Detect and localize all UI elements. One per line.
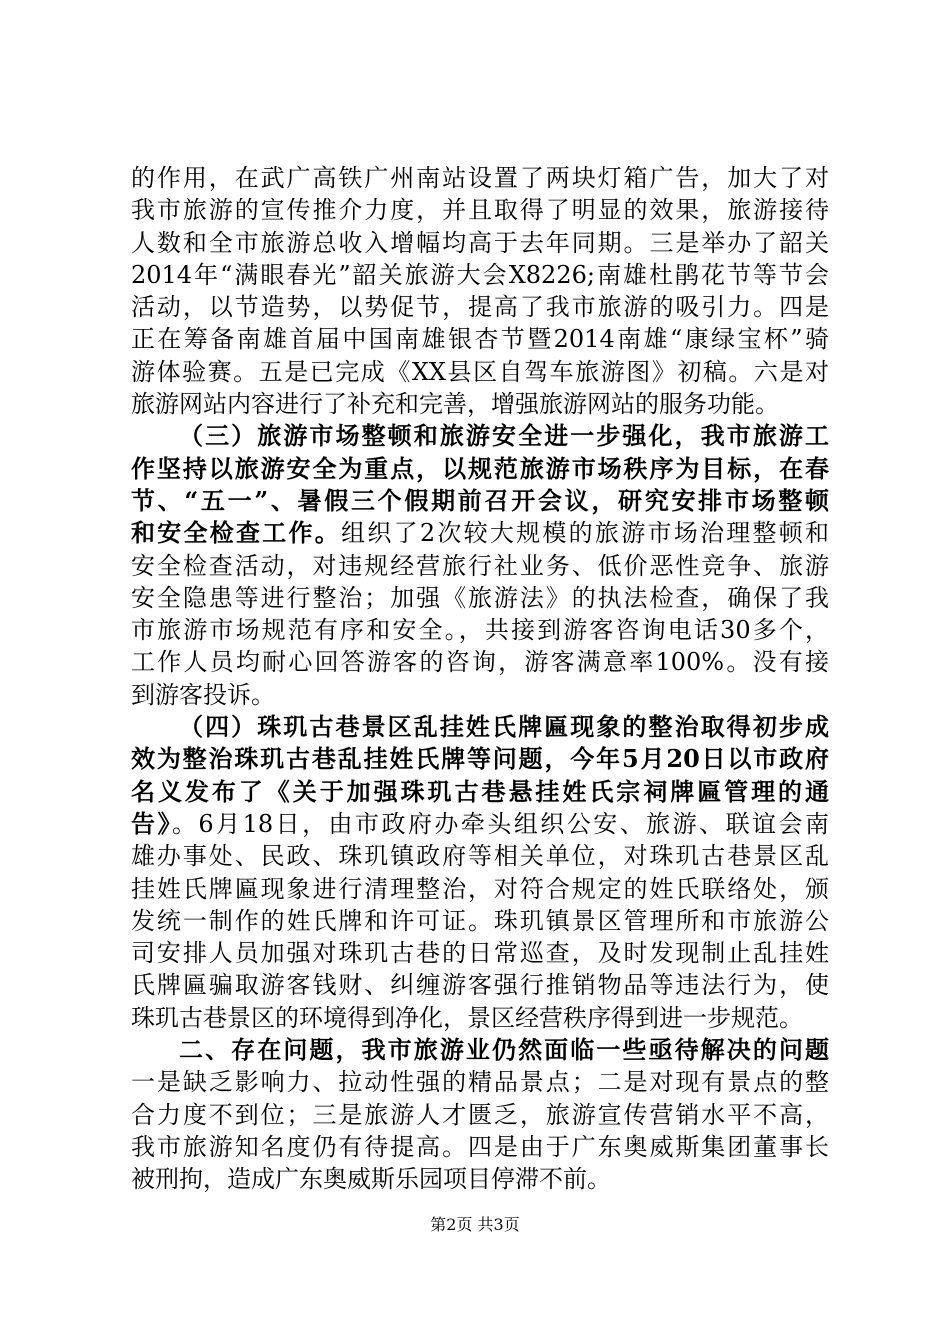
text-line: 作坚持以旅游安全为重点，以规范旅游市场秩序为目标，在春 [131, 453, 829, 483]
text-line [131, 517, 829, 549]
text-line: 效为整治珠玑古巷乱挂姓氏牌等问题，今年5月20日以市政府 [131, 744, 829, 774]
text-line: 正在筹备南雄首届中国南雄银杏节暨2014南雄“康绿宝杯”骑 [131, 325, 829, 354]
bold-segment: 和安全检查工作。 [131, 518, 342, 548]
text-line: 旅游网站内容进行了补充和完善，增强旅游网站的服务功能。 [131, 390, 779, 419]
text-line: 安全检查活动，对违规经营旅行社业务、低价恶性竞争、旅游 [131, 551, 829, 580]
text-line: 的作用，在武广高铁广州南站设置了两块灯箱广告，加大了对 [131, 164, 829, 192]
text-line: 二、存在问题，我市旅游业仍然面临一些亟待解决的问题 [179, 1035, 829, 1065]
text-line: 2014年“满眼春光”韶关旅游大会X8226;南雄杜鹃花节等节会 [131, 260, 829, 289]
text-line: 司安排人员加强对珠玑古巷的日常巡查，及时发现制止乱挂姓 [131, 939, 829, 968]
normal-segment: 。6月18日，由市政府办牵头组织公安、旅游、联谊会南 [171, 809, 829, 838]
text-line: 一是缺乏影响力、拉动性强的精品景点；二是对现有景点的整 [131, 1068, 829, 1097]
text-line: 到游客投诉。 [131, 680, 275, 709]
text-line: （三）旅游市场整顿和旅游安全进一步强化，我市旅游工 [179, 421, 829, 451]
text-line: 工作人员均耐心回答游客的咨询，游客满意率100%。没有接 [131, 648, 829, 677]
text-line [131, 808, 829, 840]
text-line: 发统一制作的姓氏牌和许可证。珠玑镇景区管理所和市旅游公 [131, 906, 829, 935]
text-line: 安全隐患等进行整治；加强《旅游法》的执法检查，确保了我 [131, 583, 829, 612]
text-line: 被刑拘，造成广东奥威斯乐园项目停滞不前。 [131, 1165, 611, 1194]
normal-segment: 组织了2次较大规模的旅游市场治理整顿和 [341, 519, 829, 548]
bold-segment: 告》 [131, 808, 172, 838]
text-line: 游体验赛。五是已完成《XX县区自驾车旅游图》初稿。六是对 [131, 357, 829, 386]
text-line: 我市旅游的宣传推介力度，并且取得了明显的效果，旅游接待 [131, 196, 829, 225]
text-line: 挂姓氏牌匾现象进行清理整治，对符合规定的姓氏联络处，颁 [131, 874, 829, 903]
text-line: 合力度不到位；三是旅游人才匮乏，旅游宣传营销水平不高， [131, 1100, 829, 1129]
text-line: （四）珠玑古巷景区乱挂姓氏牌匾现象的整治取得初步成 [179, 712, 829, 742]
text-line: 人数和全市旅游总收入增幅均高于去年同期。三是举办了韶关 [131, 228, 829, 257]
text-line: 名义发布了《关于加强珠玑古巷悬挂姓氏宗祠牌匾管理的通 [131, 776, 829, 806]
text-line: 市旅游市场规范有序和安全。，共接到游客咨询电话30多个， [131, 616, 829, 645]
text-line: 珠玑古巷景区的环境得到净化，景区经营秩序得到进一步规范。 [131, 1003, 803, 1032]
document-body [131, 162, 829, 1196]
text-line: 氏牌匾骗取游客钱财、纠缠游客强行推销物品等违法行为，使 [131, 971, 829, 1000]
text-line: 活动，以节造势，以势促节，提高了我市旅游的吸引力。四是 [131, 293, 829, 322]
text-line: 我市旅游知名度仍有待提高。四是由于广东奥威斯集团董事长 [131, 1132, 829, 1161]
page-footer [0, 1212, 950, 1235]
text-line: 雄办事处、民政、珠玑镇政府等相关单位，对珠玑古巷景区乱 [131, 842, 829, 871]
text-line: 节、“五一”、暑假三个假期前召开会议，研究安排市场整顿 [131, 485, 829, 515]
page-number-text: 第2页 共3页 [430, 1215, 520, 1234]
